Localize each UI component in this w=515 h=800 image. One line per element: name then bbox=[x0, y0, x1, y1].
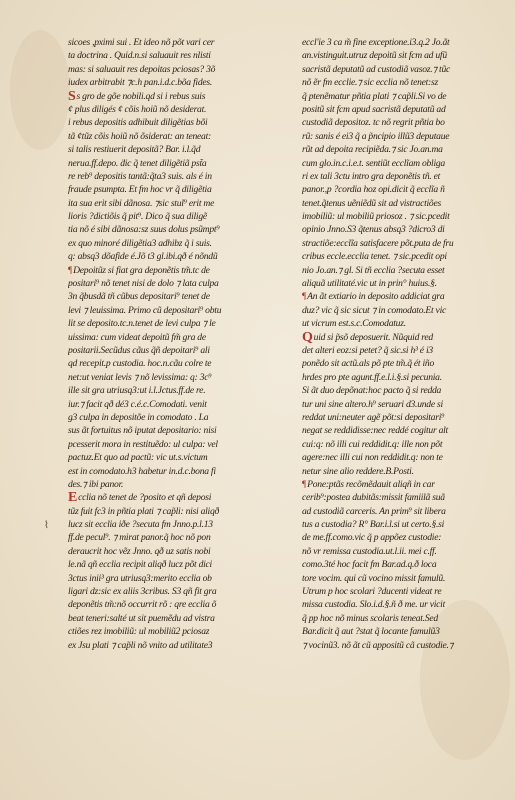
text-line bbox=[68, 223, 282, 236]
text-line bbox=[68, 558, 282, 571]
text-line bbox=[68, 90, 282, 103]
foxing-stain bbox=[10, 30, 70, 150]
line-text: uid si p̃sõ deposuerit. Nũquid red bbox=[313, 331, 433, 343]
text-line bbox=[68, 317, 282, 330]
text-line bbox=[68, 384, 282, 397]
line-text: net:ut veniat levis ⁊ nõ levissima: q: 3c⁹ bbox=[68, 371, 212, 383]
line-text: nõ vr remissa custodia.ut.l.ii. mei c.ff. bbox=[302, 545, 437, 557]
line-text: Pone:ptãs recõmẽdauit aliqñ in car bbox=[307, 478, 435, 490]
line-text: ta doctrina . Quid.n.si saluauit res nlisti bbox=[68, 50, 211, 62]
text-line bbox=[68, 625, 282, 638]
rubricated-initial: Q bbox=[302, 330, 313, 344]
text-line bbox=[68, 157, 282, 170]
text-line bbox=[302, 331, 500, 344]
line-text: sus ãt fortuitus nõ iputat depositario: nisi bbox=[68, 425, 217, 437]
text-line bbox=[302, 36, 500, 49]
text-line bbox=[68, 357, 282, 370]
line-text: ut vicrum est.s.c.Comodatuz. bbox=[302, 318, 406, 330]
text-line bbox=[302, 157, 500, 170]
line-text: tia nõ é sibi dãnosa:sz suus dolus psũmpt⁹ bbox=[68, 224, 220, 236]
line-text: pactuz.Et quo ad pactũ: vic ut.s.victum bbox=[68, 452, 208, 464]
rubricated-initial: S bbox=[68, 89, 76, 103]
line-text: Bar.dicit q̃ aut ?stat q̃ locante famulũ3 bbox=[302, 626, 440, 638]
line-text: duz? vic q̃ sic sicut ⁊ in comodato.Et vic bbox=[302, 304, 446, 316]
line-text: q̃ pp hoc nõ minus scolaris teneat.Sed bbox=[302, 612, 438, 624]
line-text: iudex arbitrabit ⁊c.h pan.i.d.c.bõa fides. bbox=[68, 77, 213, 89]
line-text: cui:q: nõ illi cui reddidit.q: ille non põt bbox=[302, 438, 443, 450]
line-text: des.⁊ ibi panor. bbox=[68, 478, 124, 490]
line-text: tur uni sine altero.h⁹ seruari d3.unde si bbox=[302, 398, 443, 410]
text-line bbox=[302, 572, 500, 585]
text-line bbox=[302, 90, 500, 103]
text-line bbox=[68, 371, 282, 384]
text-line bbox=[302, 545, 500, 558]
line-text: aliquã utilitaté.vic ut in prin° huius.§. bbox=[302, 278, 437, 290]
text-line bbox=[302, 183, 500, 196]
line-text: ⁊ vocinũ3. nõ ãt cũ appositũ cã custodie.⁊ bbox=[302, 639, 454, 651]
line-text: ille sit gra utriusq3:ut i.l.Jctus.ff.de re. bbox=[68, 385, 206, 397]
line-text: sacristã deputatũ ad custodiã vasoz.⁊ tũc bbox=[302, 63, 451, 75]
line-text: cum glo.in.c.i.e.t. sentiũt ecclĩam obliga bbox=[302, 157, 445, 169]
text-line bbox=[302, 411, 500, 424]
text-line bbox=[68, 518, 282, 531]
line-text: Depoitũz si fiat gra deponẽtis tm̃.tc de bbox=[73, 264, 210, 276]
line-text: beat teneri:salté ut sit puemẽdu ad vistra bbox=[68, 612, 215, 624]
text-line bbox=[302, 585, 500, 598]
text-line bbox=[68, 438, 282, 451]
line-text: levi ⁊ leuissima. Primo cũ depositari⁹ obtu bbox=[68, 304, 222, 316]
line-text: rũ: sanis é ei3 q̃ a p̃ncipio illũ3 deputaue bbox=[302, 130, 450, 142]
line-text: i rebus depositis adhibuit diligẽtias bõi bbox=[68, 117, 208, 129]
line-text: cerib⁹:postea dubitãs:missit famiilã suã bbox=[302, 492, 445, 504]
text-line bbox=[302, 143, 500, 156]
line-text: q̃ ptenẽmatur pñtia plati ⁊ cap̃li.Si vo de bbox=[302, 90, 447, 102]
text-line bbox=[68, 277, 282, 290]
text-line bbox=[302, 210, 500, 223]
line-text: ex quo minoré diligẽtia3 adhibz q̃ i suis. bbox=[68, 237, 212, 249]
line-text: ligari dz:sic ex aliis 3cribus. S3 qñ fit gra bbox=[68, 586, 217, 598]
text-line bbox=[302, 478, 500, 491]
line-text: uissima: cum videat depoitũ fm̃ gra de bbox=[68, 331, 206, 343]
text-line bbox=[68, 545, 282, 558]
line-text: est in comodato.h3 habetur in.d.c.bona fi bbox=[68, 465, 216, 477]
line-text: q: absq3 dõafide é.Jõ t3 gl.ibi.qð é nõndũ bbox=[68, 251, 218, 263]
line-text: hrdes pro pte agunt.ff.e.l.i.§.si pecunia. bbox=[302, 371, 442, 383]
line-text: Si ãt duo depõnat:hoc pacto q̃ si redda bbox=[302, 385, 442, 397]
text-line bbox=[68, 411, 282, 424]
line-text: positarii.Secũdus cãus q̃ñ depoitari⁹ ali bbox=[68, 344, 210, 356]
text-line bbox=[302, 277, 500, 290]
line-text: Utrum p hoc scolari ?ducenti videat re bbox=[302, 586, 442, 598]
text-line bbox=[68, 116, 282, 129]
text-line bbox=[302, 76, 500, 89]
line-text: agere:nec illi cui non reddidit.q: non te bbox=[302, 452, 443, 464]
line-text: mas: si saluauit res depoitas pciosas? 3õ bbox=[68, 63, 216, 75]
line-text: tenet.q̃tenus uẽniẽdũ sit ad vistractiões bbox=[302, 197, 441, 209]
line-text: iur.⁊ facit qð dé3 c.é.c.Comodati. venit bbox=[68, 398, 207, 410]
line-text: opinio Jnno.S3 q̃tenus absq3 ?dicro3 di bbox=[302, 224, 445, 236]
text-line bbox=[68, 237, 282, 250]
rubricated-initial: E bbox=[68, 491, 78, 505]
line-text: qd recepit.p custodia. hoc.n.cãu colre te bbox=[68, 358, 212, 370]
line-text: nio Jo.an.⁊ gl. Si tñ ecclia ?secuta esset bbox=[302, 264, 445, 276]
text-line bbox=[68, 183, 282, 196]
text-line bbox=[302, 625, 500, 638]
text-line bbox=[302, 438, 500, 451]
text-line bbox=[68, 290, 282, 303]
line-text: de me.ff.como.vic q̃ p appõez custodie: bbox=[302, 532, 442, 544]
text-line bbox=[68, 36, 282, 49]
text-line bbox=[302, 317, 500, 330]
line-text: lit se deposito.tc.n.tenet de levi culpa ⁊ le bbox=[68, 318, 216, 330]
line-text: le.nã qñ ecclia recipit aliqð lucz põt dici bbox=[68, 559, 212, 571]
line-text: 3n q̃busdã tñ cũbus depositari⁹ tenet de bbox=[68, 291, 210, 303]
margin-mark: ⌇ bbox=[44, 520, 49, 531]
line-text: fraude psumpta. Et fm hoc vr q̃ diligẽtia bbox=[68, 184, 212, 196]
text-line bbox=[68, 478, 282, 491]
line-text: ¢ plus diligés ¢ cõis hoiũ nõ desiderat. bbox=[68, 103, 207, 115]
line-text: negat se reddidisse:nec reddé cogitur alt bbox=[302, 425, 448, 437]
text-line bbox=[68, 465, 282, 478]
line-text: panor.,p ?cordia hoz opi.dicit q̃ ecclĩa ñ bbox=[302, 184, 445, 196]
line-text: re reb⁹ depositis tantã:q̃ta3 suis. als é in bbox=[68, 170, 212, 182]
line-text: positũ sit fcm apud sacristã deputatũ ad bbox=[302, 103, 446, 115]
text-line bbox=[302, 49, 500, 62]
text-line bbox=[68, 491, 282, 504]
line-text: si talis restiuerit depositã? Bar. i.l.q̃d bbox=[68, 144, 201, 156]
text-line bbox=[68, 250, 282, 263]
text-line bbox=[68, 63, 282, 76]
text-line bbox=[302, 451, 500, 464]
text-line bbox=[68, 49, 282, 62]
text-line bbox=[302, 465, 500, 478]
text-line bbox=[302, 598, 500, 611]
text-line bbox=[302, 197, 500, 210]
text-line bbox=[302, 518, 500, 531]
line-text: ex Jsu plati ⁊ cap̃li nõ vnito ad utilitate3 bbox=[68, 639, 213, 651]
text-line bbox=[68, 531, 282, 544]
text-line bbox=[68, 103, 282, 116]
pilcrow-mark: ¶ bbox=[68, 264, 73, 276]
text-line bbox=[68, 76, 282, 89]
line-text: nõ ẽr fm ecclie.⁊ sic ecclia nõ tenet:sz bbox=[302, 77, 438, 89]
text-line bbox=[302, 424, 500, 437]
line-text: sicoes ,pximi sui . Et ideo nõ põt vari cer bbox=[68, 37, 215, 48]
text-line bbox=[68, 331, 282, 344]
line-text: lioris ?dictiõis q̃ pit⁹. Dico q̃ sua diligẽ bbox=[68, 211, 207, 223]
line-text: ad custodiã carceris. An prim⁹ sit libera bbox=[302, 505, 446, 517]
text-line bbox=[302, 116, 500, 129]
line-text: g3 culpa in depositõe in comodato . La bbox=[68, 411, 209, 423]
text-line bbox=[302, 371, 500, 384]
line-text: nerua.ff.depo. ḋic q̃ tenet diligẽtiã pst̃a bbox=[68, 157, 207, 169]
line-text: An ãt extiario in deposito addiciat gra bbox=[307, 291, 445, 303]
line-text: an.vistinguit.utruz depoitũ sit fcm ad ufũ bbox=[302, 50, 447, 62]
text-line bbox=[68, 210, 282, 223]
line-text: tore vocim. qui cũ vocino missit famulũ. bbox=[302, 572, 446, 584]
text-line bbox=[302, 612, 500, 625]
text-line bbox=[68, 424, 282, 437]
line-text: pcesserit mora in restituẽdo: ul culpa: vel bbox=[68, 438, 218, 450]
text-line bbox=[68, 598, 282, 611]
text-line bbox=[302, 250, 500, 263]
text-line bbox=[302, 290, 500, 303]
line-text: ff.de pecul⁹. ⁊ mirat panor.q̃ hoc nõ pon bbox=[68, 532, 211, 544]
pilcrow-mark: ¶ bbox=[302, 478, 307, 490]
line-text: stractiõe:ecclĩa satisfacere põt.puta de fru bbox=[302, 237, 454, 249]
text-line bbox=[68, 585, 282, 598]
text-line bbox=[302, 103, 500, 116]
text-line bbox=[302, 170, 500, 183]
text-line bbox=[68, 639, 282, 652]
text-line bbox=[302, 398, 500, 411]
pilcrow-mark: ¶ bbox=[302, 291, 307, 303]
line-text: missa custodia. Slo.i.d.§.ñ ð me. ur vicit bbox=[302, 599, 445, 611]
text-line bbox=[302, 264, 500, 277]
line-text: tã ¢tũz cõis hoiũ nõ õsiderat: an teneat: bbox=[68, 130, 211, 142]
text-line bbox=[302, 491, 500, 504]
line-text: imobiliũ: ul mobiliũ priosoz . ⁊ sic.pcedit bbox=[302, 211, 450, 223]
text-line bbox=[302, 384, 500, 397]
text-line bbox=[302, 505, 500, 518]
line-text: reddat uni:neuter agẽ põt:si depositari⁹ bbox=[302, 411, 445, 423]
line-text: deraucrit hoc vẽz Jnno. qð uz satis nobi bbox=[68, 545, 211, 557]
left-column bbox=[68, 36, 282, 652]
right-column bbox=[302, 36, 500, 652]
text-line bbox=[68, 505, 282, 518]
line-text: lucz sit ecclia iðe ?secuta fm Jnno.p.l.13 bbox=[68, 519, 213, 531]
line-text: det alteri eoz:si petet? q̃ sic.si h³ é i3 bbox=[302, 344, 433, 356]
line-text: s gro de gõe nobili.qd si i rebus suis bbox=[76, 90, 206, 102]
line-text: ri ex tali 3ctu intro gra deponẽtis tñ. et bbox=[302, 170, 441, 182]
text-line bbox=[68, 451, 282, 464]
text-line bbox=[68, 143, 282, 156]
text-line bbox=[302, 130, 500, 143]
text-line bbox=[68, 572, 282, 585]
text-line bbox=[302, 558, 500, 571]
text-line bbox=[68, 398, 282, 411]
line-text: ponẽdo sit actũ.als põ pte tm̃.q̃ ét iño bbox=[302, 358, 434, 370]
text-line bbox=[302, 357, 500, 370]
text-line bbox=[302, 639, 500, 652]
line-text: cclia nõ tenet de ?posito et qñ deposi bbox=[78, 492, 212, 504]
line-text: 3ctus inii³ gra utriusq3:merito ecclia ob bbox=[68, 572, 212, 584]
line-text: como.3té hoc facit fm Bar.ad.q.ð loca bbox=[302, 559, 437, 571]
text-line bbox=[68, 612, 282, 625]
line-text: ctiões rez imobiliũ: ul mobiliũ2 pciosaz bbox=[68, 626, 210, 638]
text-line bbox=[302, 531, 500, 544]
line-text: ita sua erit sibi dãnosa. ⁊sic stul⁹ erit me bbox=[68, 197, 215, 209]
text-line bbox=[68, 197, 282, 210]
text-line bbox=[68, 304, 282, 317]
line-text: custodiã depositoz. tc nõ regrit pñtia bo bbox=[302, 117, 445, 129]
text-line bbox=[302, 63, 500, 76]
line-text: positari⁹ nõ tenet nisi de dolo ⁊ lata culpa bbox=[68, 278, 219, 290]
line-text: eccl'ie 3 ca m̃ fine exceptione.i3.q.2 Jo.ãt bbox=[302, 37, 450, 48]
text-line bbox=[302, 304, 500, 317]
line-text: rũt ad depoita recipiẽda.⁊ sic Jo.an.ma bbox=[302, 144, 443, 156]
text-line bbox=[68, 170, 282, 183]
text-line bbox=[302, 237, 500, 250]
line-text: tus a custodia? R° Bar.i.l.si ut certo.§.si bbox=[302, 519, 445, 531]
line-text: netur sine alio reddere.B.Posti. bbox=[302, 465, 414, 477]
line-text: deponẽtis tm̃:nõ occurrit rõ : qre ecclia õ bbox=[68, 599, 217, 611]
line-text: tũz fuit fc3 in pñtia plati ⁊ cap̃li: nisi aliqð bbox=[68, 505, 220, 517]
text-line bbox=[68, 130, 282, 143]
line-text: cribus eccle.ecclia tenet. ⁊ sic.pcedit opi bbox=[302, 251, 447, 263]
text-line bbox=[68, 344, 282, 357]
text-line bbox=[68, 264, 282, 277]
text-line bbox=[302, 223, 500, 236]
text-line bbox=[302, 344, 500, 357]
